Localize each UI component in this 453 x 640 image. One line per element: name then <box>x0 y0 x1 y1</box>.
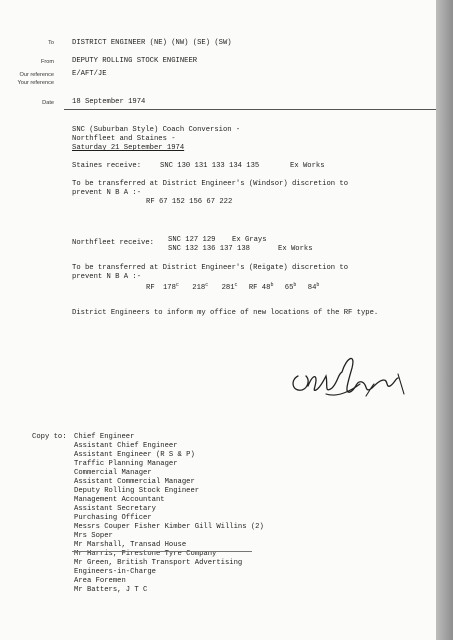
staines-rf-list: RF 67 152 156 67 222 <box>146 198 233 206</box>
your-reference-label: Your reference <box>17 80 54 86</box>
rf-item: RF 48$^b$ <box>248 282 274 292</box>
list-item: Mr Harris, Firestone Tyre Company <box>74 550 217 558</box>
staines-receive-note: Ex Works <box>290 162 325 170</box>
rf-item: 178$^c$ <box>162 282 179 292</box>
list-item: Engineers-in-Charge <box>74 568 156 576</box>
to-label: To <box>48 40 54 46</box>
list-item: Area Foremen <box>74 577 126 585</box>
list-item: Mr Green, British Transport Advertising <box>74 559 243 567</box>
closing-instruction: District Engineers to inform my office of new locations of the RF type. <box>72 309 379 317</box>
our-reference-label: Our reference <box>19 72 54 78</box>
header-rule <box>64 109 436 110</box>
rf-item: 84$^b$ <box>307 282 320 292</box>
northfleet-codes-1: SNC 127 129 <box>168 236 216 244</box>
list-item: Purchasing Officer <box>74 514 152 522</box>
rf-item: 281$^c$ <box>221 282 238 292</box>
list-item: Commercial Manager <box>74 469 152 477</box>
staines-receive-codes: SNC 130 131 133 134 135 <box>160 162 260 170</box>
northfleet-note-1: Ex Grays <box>232 236 267 244</box>
subject-line-3: Saturday 21 September 1974 <box>72 144 185 152</box>
from-value: DEPUTY ROLLING STOCK ENGINEER <box>72 57 198 65</box>
subject-line-2: Northfleet and Staines - <box>72 135 176 143</box>
staines-transfer-line-2: prevent N B A :- <box>72 189 142 197</box>
northfleet-rf-list <box>146 284 319 292</box>
northfleet-transfer-line-1: To be transferred at District Engineer's (Reigate) discretion to <box>72 264 349 272</box>
list-item: Mrs Soper <box>74 532 113 540</box>
staines-transfer-line-1: To be transferred at District Engineer's (Windsor) discretion to <box>72 180 349 188</box>
from-label: From <box>40 59 54 65</box>
list-item: Mr Marshall, Transad House <box>74 541 187 549</box>
northfleet-codes-2: SNC 132 136 137 138 <box>168 245 250 253</box>
list-item: Chief Engineer <box>74 433 135 441</box>
copy-to-label: Copy to: <box>32 433 67 441</box>
signature-image <box>286 350 412 406</box>
rf-item: 218$^c$ <box>192 282 209 292</box>
subject-line-1: SNC (Suburban Style) Coach Conversion - <box>72 126 241 134</box>
rf-prefix: RF <box>146 284 155 292</box>
northfleet-note-2: Ex Works <box>278 245 313 253</box>
date-label: Date <box>42 100 54 106</box>
northfleet-transfer-line-2: prevent N B A :- <box>72 273 142 281</box>
list-item: Mr Batters, J T C <box>74 586 148 594</box>
list-item: Assistant Commercial Manager <box>74 478 195 486</box>
list-item: Traffic Planning Manager <box>74 460 178 468</box>
list-item: Messrs Couper Fisher Kimber Gill Willins (2) <box>74 523 264 531</box>
our-reference-value: E/AFT/JE <box>72 70 107 78</box>
list-item: Assistant Chief Engineer <box>74 442 178 450</box>
page-edge-shadow <box>436 0 453 640</box>
to-value: DISTRICT ENGINEER (NE) (NW) (SE) (SW) <box>72 39 232 47</box>
list-item: Management Accountant <box>74 496 165 504</box>
date-value: 18 September 1974 <box>72 98 146 106</box>
northfleet-receive-label: Northfleet receive: <box>72 239 154 247</box>
rf-item: 65$^b$ <box>284 282 297 292</box>
list-item: Assistant Secretary <box>74 505 156 513</box>
list-divider <box>72 551 252 552</box>
list-item: Deputy Rolling Stock Engineer <box>74 487 200 495</box>
staines-receive-label: Staines receive: <box>72 162 142 170</box>
copy-to-list <box>74 433 264 595</box>
list-item: Assistant Engineer (R S & P) <box>74 451 195 459</box>
